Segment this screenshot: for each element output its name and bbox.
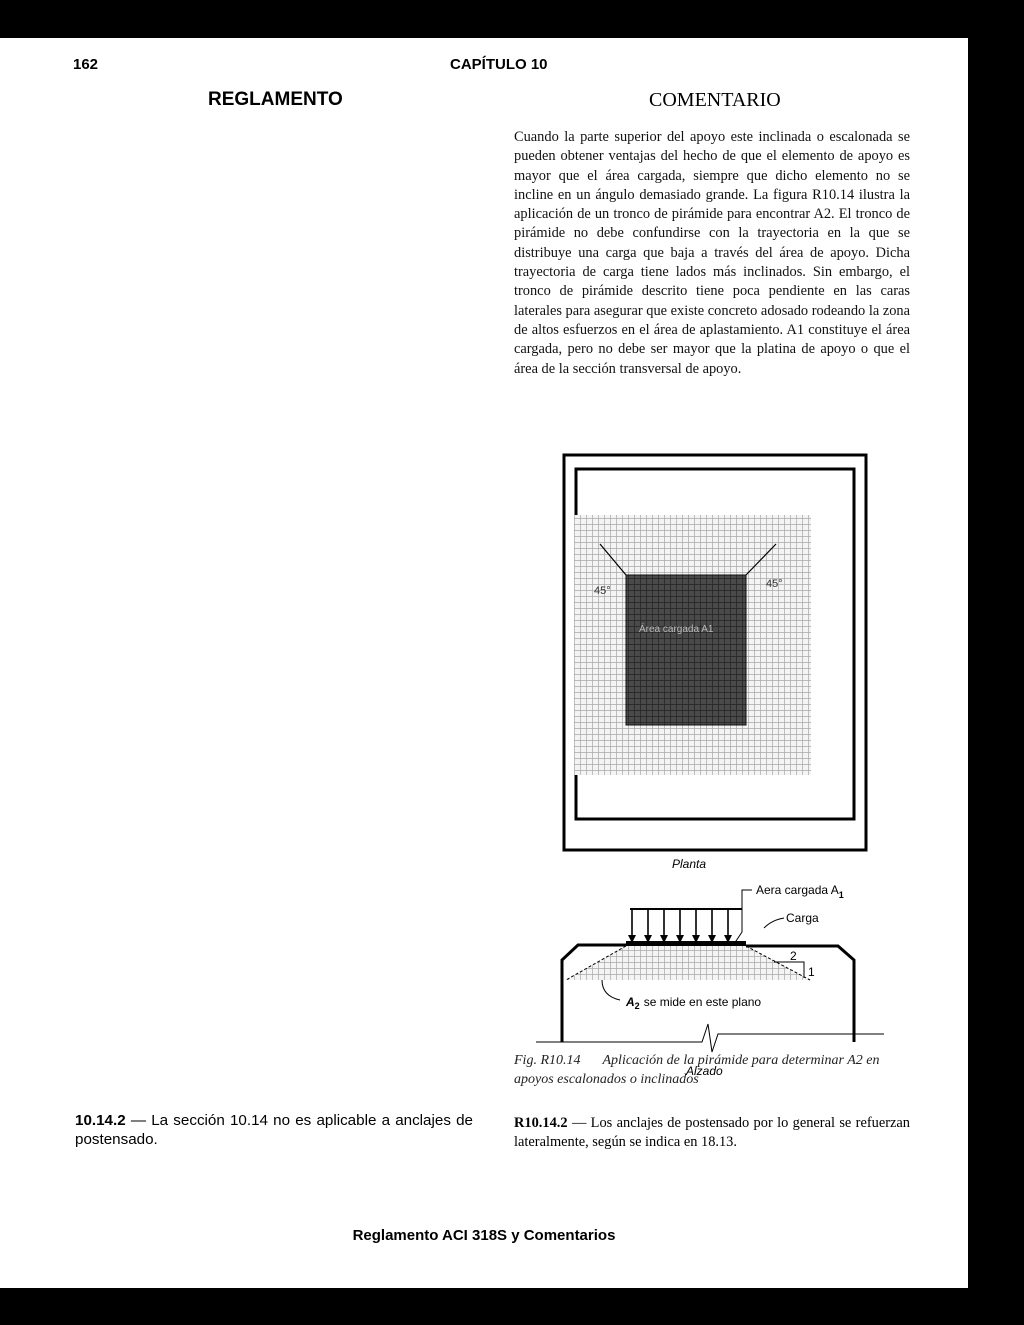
commentary-section-text: — Los anclajes de postensado por lo general se refuerzan lateralmente, según se indica en 18.13. [514,1115,910,1150]
plan-loaded-area-a1 [626,575,746,725]
slope-label-2: 2 [790,949,797,963]
section-r10-14-2 [514,1114,910,1152]
elevation-label: Alzado [686,1064,723,1078]
a2-plane-label: $A_2$ se mide en este plano [626,995,762,1011]
page-number: 162 [73,56,99,73]
ground-break-line [536,1024,884,1052]
caption-text: Aplicación de la pirámide para determinar A2 en apoyos escalonados o inclinados [514,1053,880,1087]
document-page [0,38,968,1288]
plan-label: Planta [672,857,707,871]
commentary-section-number: R10.14.2 [514,1115,568,1131]
a2-plane-leader [602,980,620,1000]
column-heading-comentario: COMENTARIO [649,89,781,111]
elevation-load-label: Carga [786,911,819,925]
bearing-plate [626,941,746,946]
plan-angle-left: 45° [594,585,611,597]
commentary-paragraph: Cuando la parte superior del apoyo este inclinada o escalonada se pueden obtener ventajas del hecho de que el elemento de apoyo es mayor que el área cargada, siempre que dicho elemento no se incline en un ángulo demasiado grande. La figura R10.14 ilustra la aplicación de un tronco de pirámide para encontrar A2. El tronco de pirámide no debe confundirse con la trayectoria en la que se distribuye una carga que baja a través del área de apoyo. Dicha trayectoria de carga tiene lados más inclinados. Sin embargo, el tronco de pirámide descrito tiene poca pendiente en las caras laterales para asegurar que existe concreto adosado rodeando la zona de altos esfuerzos en el área de aplastamiento. A1 constituye el área cargada, pero no debe ser mayor que la platina de apoyo o que el área de la sección transversal de apoyo. [514,129,910,377]
loaded-area-leader [734,890,752,944]
section-text: — La sección 10.14 no es aplicable a anclajes de postensado. [75,1112,473,1148]
commentary-text [514,128,910,379]
chapter-title: CAPÍTULO 10 [450,56,548,73]
figure-caption [514,1051,910,1089]
plan-angle-right: 45° [766,578,783,590]
load-leader [764,918,784,928]
section-number: 10.14.2 [75,1112,126,1129]
plan-loaded-area-label: Área cargada A1 [639,624,714,635]
elevation-frustum-area [566,946,810,980]
section-10-14-2 [75,1111,473,1149]
elevation-loaded-area-label: Aera cargada $A_1$ [756,883,844,900]
caption-number: Fig. R10.14 [514,1053,581,1068]
page-footer: Reglamento ACI 318S y Comentarios [352,1227,616,1244]
elevation-view [536,883,884,1078]
column-heading-reglamento: REGLAMENTO [208,89,343,110]
plan-view [564,455,866,871]
slope-label-1: 1 [808,965,815,979]
